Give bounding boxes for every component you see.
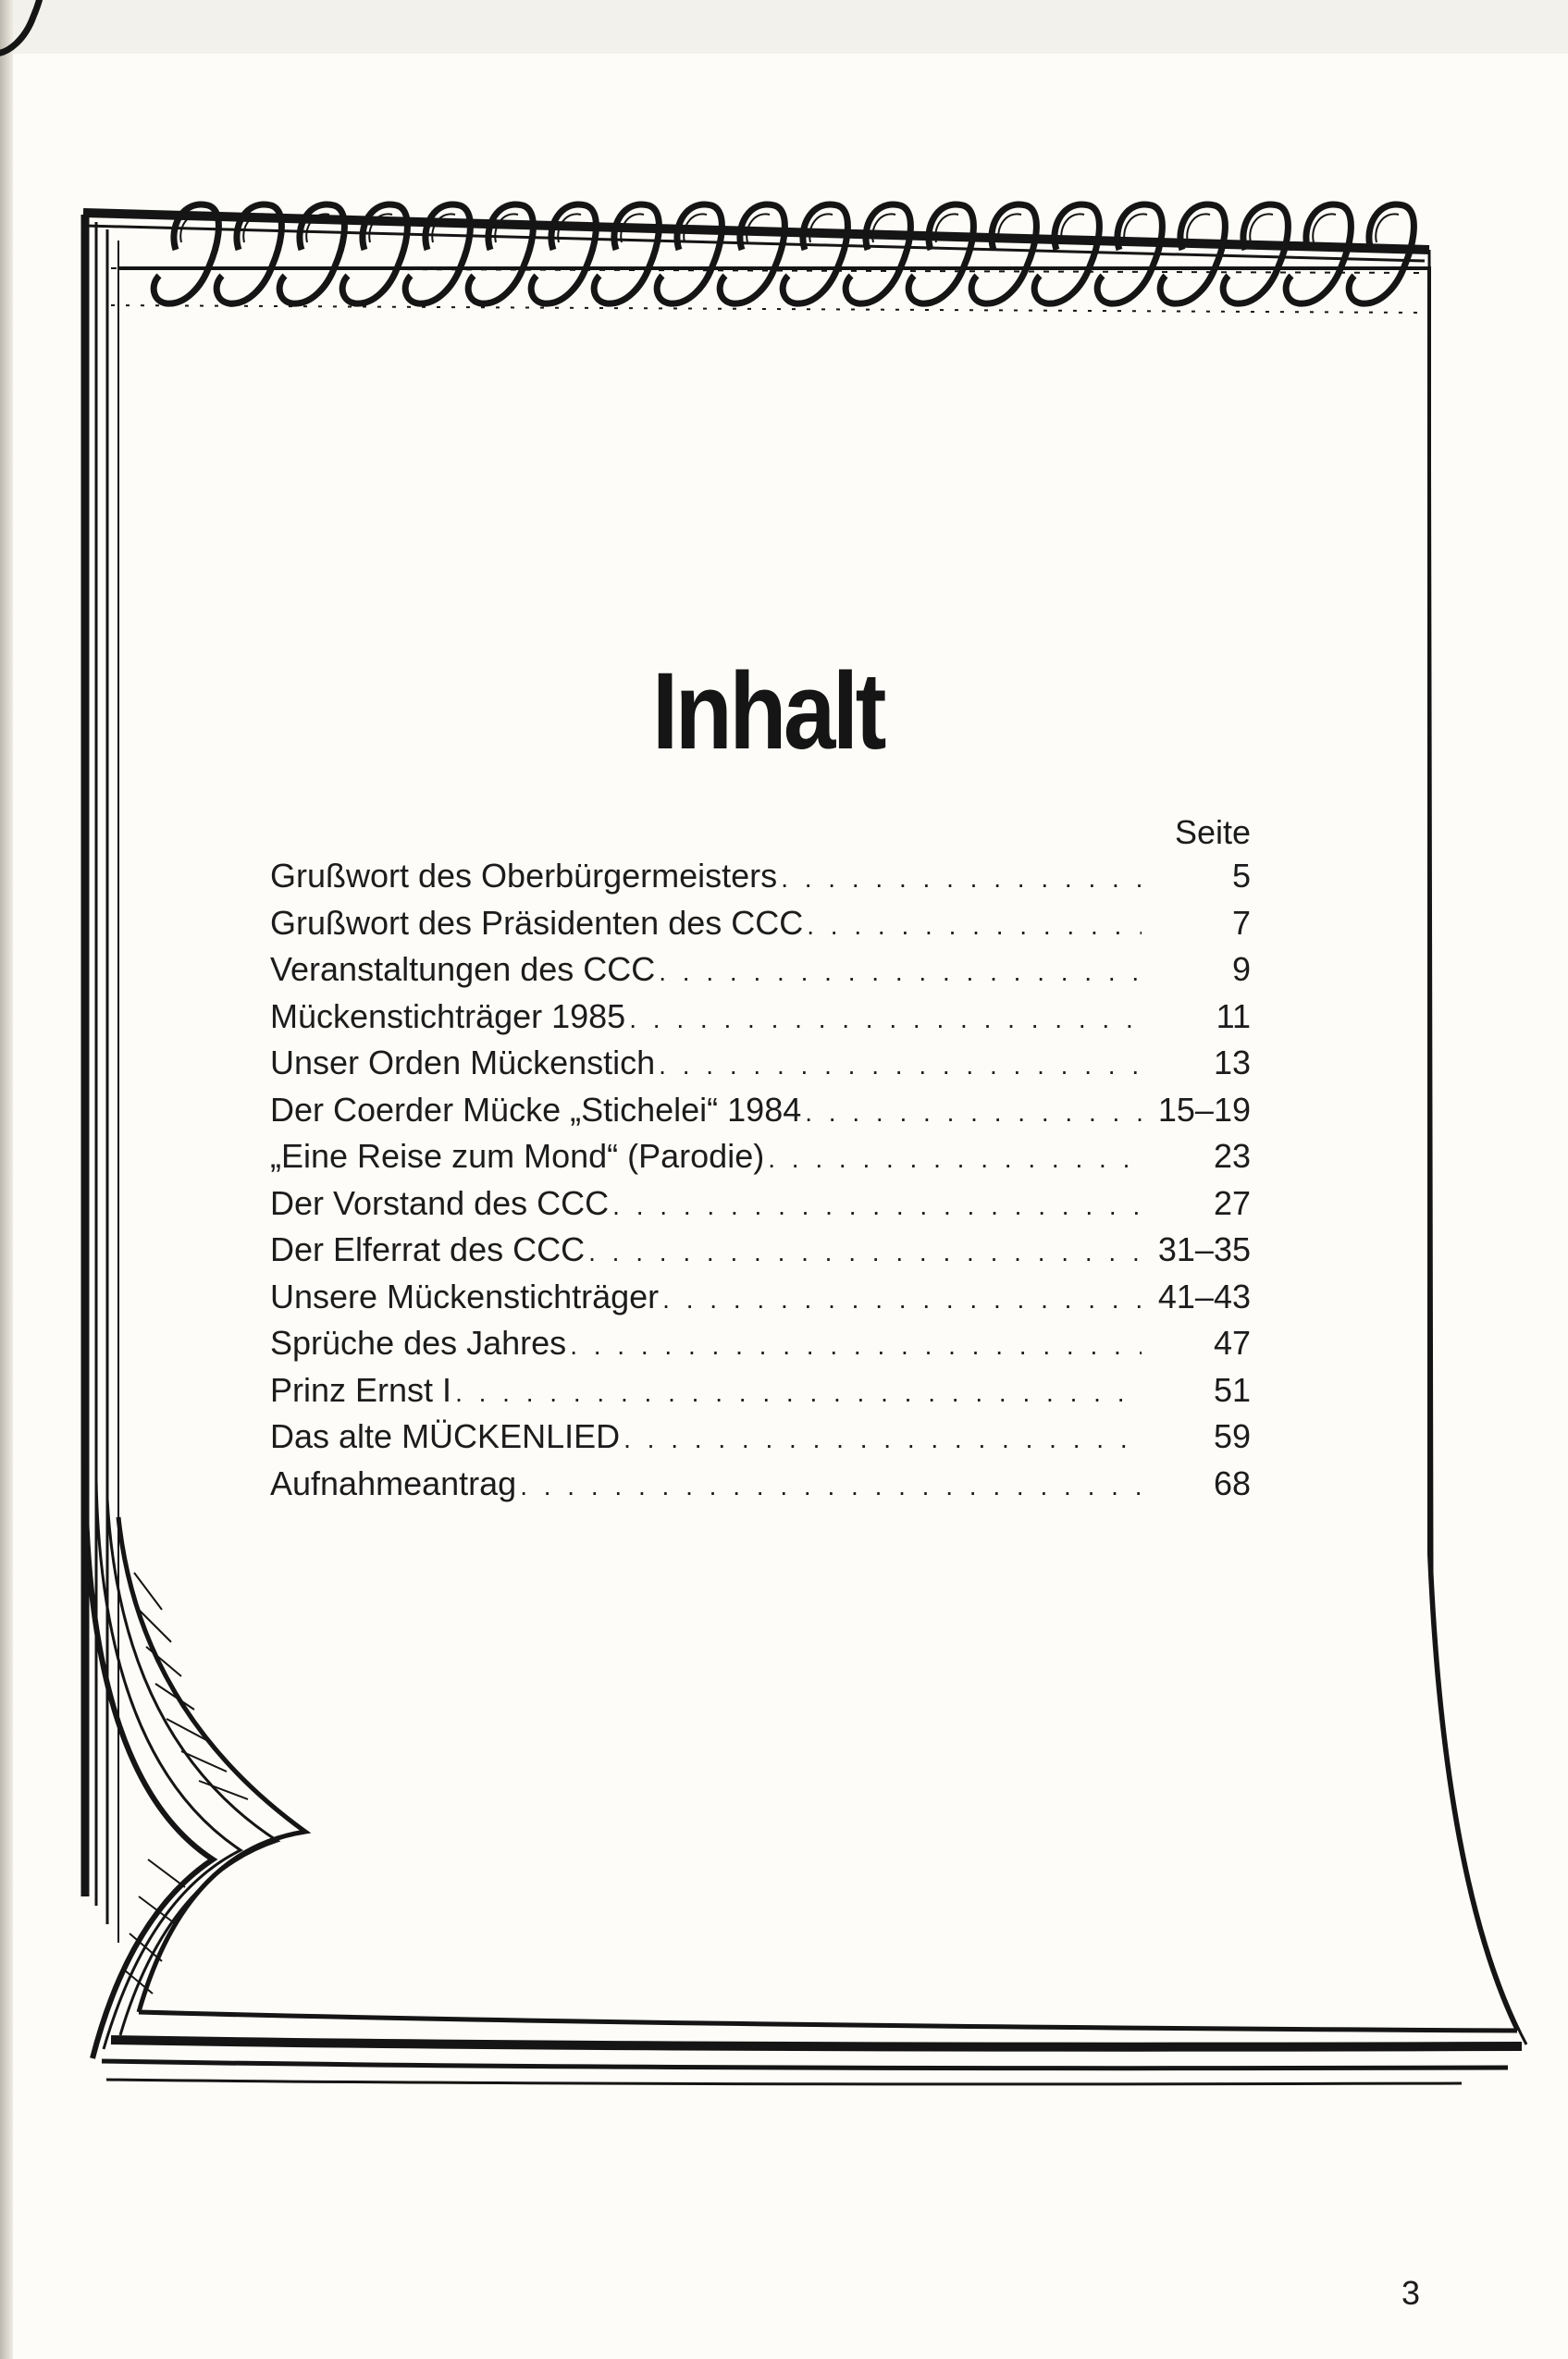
- page-column-header: Seite: [1174, 813, 1251, 851]
- toc-entry: [270, 1461, 1251, 1508]
- spiral-binding: [0, 0, 1425, 313]
- dot-leader: [807, 903, 1142, 950]
- toc-entry: [270, 1087, 1251, 1134]
- toc-entry-page: 5: [1231, 857, 1251, 895]
- dot-leader: [768, 1136, 1142, 1183]
- toc-entry-label: Prinz Ernst I: [270, 1370, 452, 1409]
- toc-entry-label: Mückenstichträger 1985: [270, 996, 626, 1035]
- toc-entry: [270, 900, 1251, 947]
- toc-entry-page: 7: [1231, 903, 1251, 942]
- toc-entry-page: 11: [1216, 996, 1251, 1035]
- toc-entry: [270, 853, 1251, 900]
- toc-entry: [270, 1133, 1251, 1180]
- dot-leader: [781, 856, 1142, 903]
- toc-entry-label: Das alte MÜCKENLIED: [270, 1417, 621, 1455]
- toc-entry: [270, 1040, 1251, 1087]
- toc-entry: [270, 1367, 1251, 1414]
- toc-entry-page: 47: [1213, 1324, 1251, 1362]
- toc-entry: [270, 1414, 1251, 1461]
- toc-entry: [270, 1227, 1251, 1274]
- toc-entry-page: 41–43: [1157, 1277, 1251, 1315]
- toc-entry: [270, 1320, 1251, 1367]
- dot-leader: [805, 1090, 1142, 1137]
- dot-leader: [659, 1043, 1142, 1090]
- page-title: Inhalt: [652, 650, 883, 772]
- toc-entry-label: Der Coerder Mücke „Stichelei“ 1984: [270, 1090, 802, 1129]
- toc-entry-label: Veranstaltungen des CCC: [270, 950, 656, 988]
- toc-entry: [270, 946, 1251, 994]
- dot-leader: [662, 1277, 1142, 1324]
- dot-leader: [570, 1323, 1142, 1370]
- toc-entry-label: Aufnahmeantrag: [270, 1464, 517, 1502]
- toc-entry-page: 68: [1213, 1464, 1251, 1502]
- dot-leader: [629, 996, 1142, 1044]
- toc-entry-label: Sprüche des Jahres: [270, 1324, 567, 1362]
- toc-entry: [270, 1180, 1251, 1228]
- toc-entry: [270, 994, 1251, 1041]
- toc-list: [270, 853, 1251, 1507]
- toc-entry-page: 59: [1213, 1417, 1251, 1455]
- page-number: 3: [1401, 2274, 1421, 2312]
- toc-entry-page: 31–35: [1157, 1230, 1251, 1268]
- toc-entry-page: 15–19: [1157, 1090, 1251, 1129]
- dot-leader: [659, 949, 1142, 996]
- dot-leader: [520, 1464, 1142, 1511]
- table-of-contents: [270, 812, 1251, 1507]
- dot-leader: [455, 1370, 1142, 1417]
- toc-entry-label: Unser Orden Mückenstich: [270, 1044, 656, 1081]
- dot-leader: [612, 1183, 1142, 1230]
- dot-leader: [588, 1229, 1142, 1277]
- toc-entry-page: 23: [1213, 1137, 1251, 1175]
- toc-entry-page: 9: [1231, 950, 1251, 988]
- toc-entry-page: 27: [1213, 1183, 1251, 1222]
- toc-entry-page: 51: [1213, 1370, 1251, 1409]
- toc-entry-label: Grußwort des Präsidenten des CCC: [270, 903, 804, 942]
- dot-leader: [623, 1416, 1142, 1464]
- toc-entry-label: Der Vorstand des CCC: [270, 1183, 610, 1222]
- toc-entry: [270, 1274, 1251, 1321]
- toc-entry-label: „Eine Reise zum Mond“ (Parodie): [270, 1137, 765, 1175]
- toc-entry-label: Unsere Mückenstichträger: [270, 1277, 660, 1315]
- toc-entry-label: Grußwort des Oberbürgermeisters: [270, 857, 778, 895]
- toc-entry-page: 13: [1213, 1044, 1251, 1081]
- toc-entry-label: Der Elferrat des CCC: [270, 1230, 586, 1268]
